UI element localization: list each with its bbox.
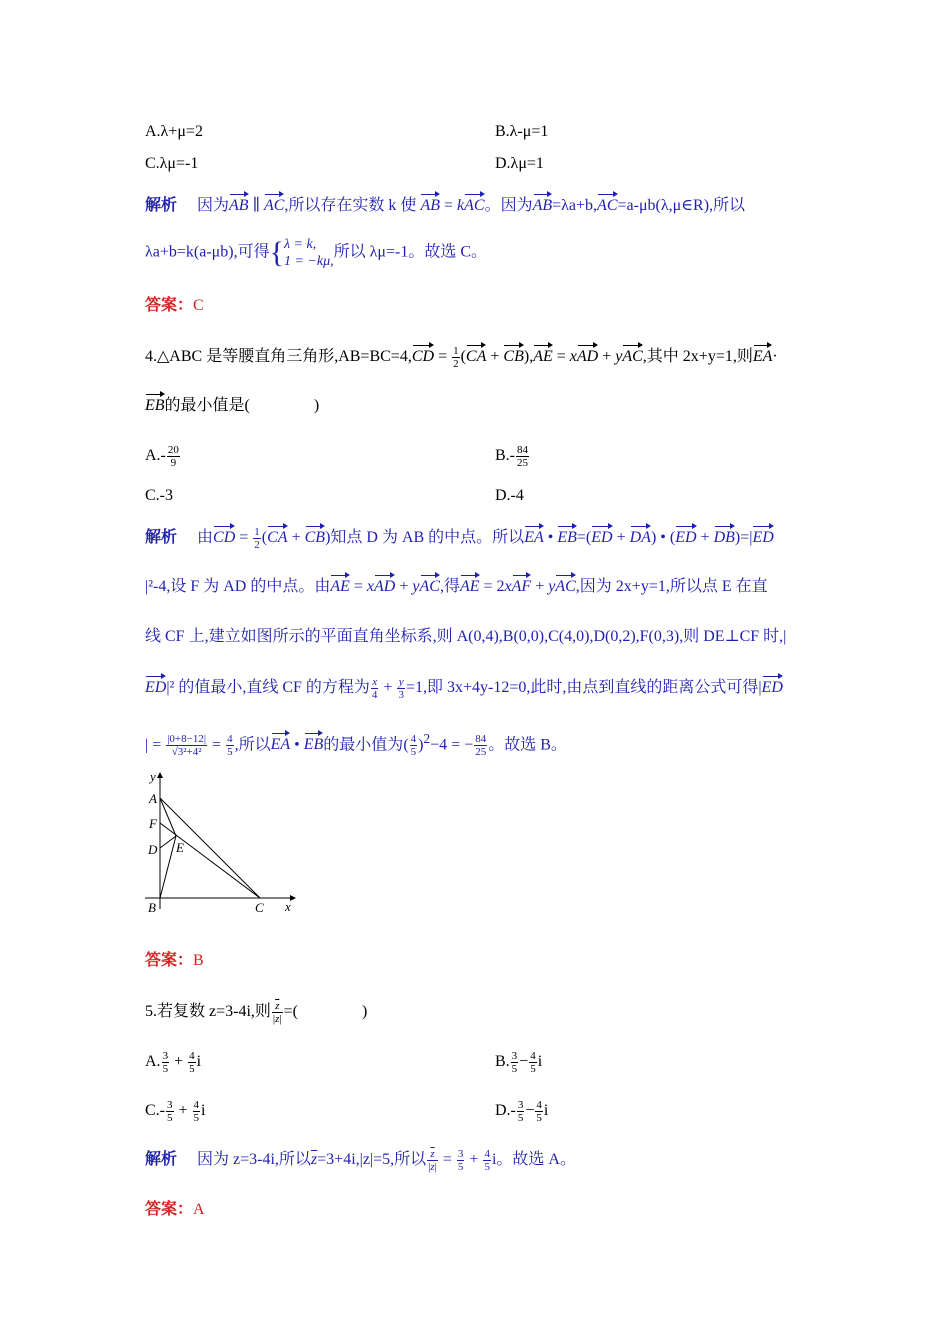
q4-text: |²-4,设 F 为 AD 的中点。由 bbox=[145, 578, 331, 595]
label-e: E bbox=[176, 840, 184, 855]
q3-solution-line-1: 解析 因为AB ∥ AC,所以存在实数 k 使 AB = kAC。因为AB=λa+b,AC=a-μb(λ,μ∈R),所以 bbox=[145, 195, 745, 217]
q3-option-c: C.λμ=-1 bbox=[145, 155, 199, 172]
q4-solution-line-3: 线 CF 上,建立如图所示的平面直角坐标系,则 A(0,4),B(0,0),C(4,0),D(0,2),F(0,3),则 DE⊥CF 时,| bbox=[145, 628, 787, 645]
q5-stem-text: 5.若复数 z=3-4i,则 bbox=[145, 1003, 271, 1021]
q5-option-a: A. $\frac{3}{5}$ + $\frac{4}{5}$ i bbox=[145, 1050, 202, 1075]
answer-label: 答案： bbox=[145, 1201, 194, 1218]
equation-system: λ = k, 1 = −kμ, bbox=[283, 237, 334, 269]
q3-text: =λa+b, bbox=[552, 197, 598, 214]
label-y: y bbox=[150, 769, 156, 784]
segment-ac bbox=[160, 798, 260, 898]
answer-label: 答案： bbox=[145, 297, 194, 314]
q4-text: =1,即 3x+4y-12=0,此时,由点到直线的距离公式可得| bbox=[405, 679, 762, 697]
coordinate-figure bbox=[140, 765, 305, 920]
segment-ae bbox=[160, 798, 176, 836]
answer-value: A bbox=[193, 1201, 205, 1218]
answer-value: B bbox=[193, 952, 204, 969]
q5-option-c: C.- $\frac{3}{5}$ + $\frac{4}{5}$ i bbox=[145, 1099, 206, 1124]
q4-text: 知点 D 为 AB 的中点。所以 bbox=[330, 529, 525, 547]
q5-option-b: B. $\frac{3}{5}$ − $\frac{4}{5}$ i bbox=[495, 1050, 543, 1075]
q4-stem-text: 其中 2x+y=1,则 bbox=[646, 348, 753, 366]
q3-option-b: B.λ-μ=1 bbox=[495, 123, 549, 140]
q4-stem-text: 的最小值是( ) bbox=[164, 397, 320, 414]
q5-answer bbox=[145, 1199, 205, 1221]
q3-solution-line-2: λa+b=k(a-μb),可得{ λ = k, 1 = −kμ, 所以 λμ=-1。故选 C。 bbox=[145, 236, 487, 269]
q4-text: 。故选 B。 bbox=[488, 736, 567, 754]
q3-text: =a-μb(λ,μ∈R),所以 bbox=[617, 197, 746, 214]
q4-option-c: C.-3 bbox=[145, 487, 173, 504]
q3-text: 所以 λμ=-1。故选 C。 bbox=[333, 243, 487, 261]
q4-stem-line-2: EB的最小值是( ) bbox=[145, 395, 319, 417]
q5-stem-text: =( ) bbox=[283, 1003, 368, 1021]
q5-text: 因为 z=3-4i,所以 bbox=[197, 1151, 311, 1169]
q4-text: 因为 2x+y=1,所以点 E 在直 bbox=[579, 578, 768, 595]
segment-be bbox=[160, 836, 176, 898]
q4-text: |² 的值最小,直线 CF 的方程为 bbox=[166, 679, 370, 697]
q4-option-d: D.-4 bbox=[495, 487, 524, 504]
solution-label: 解析 bbox=[145, 529, 178, 547]
answer-label: 答案： bbox=[145, 952, 194, 969]
q5-option-d: D.- $\frac{3}{5}$ − $\frac{4}{5}$ i bbox=[495, 1099, 549, 1124]
solution-label: 解析 bbox=[145, 1151, 178, 1169]
q4-stem-text: 4.△ABC 是等腰直角三角形,AB=BC=4, bbox=[145, 348, 412, 366]
q3-text: 因为 bbox=[197, 197, 230, 214]
solution-label: 解析 bbox=[145, 197, 178, 214]
label-c: C bbox=[255, 900, 264, 915]
q4-option-b: B.- $\frac{84}{25}$ bbox=[495, 444, 528, 469]
q4-solution-line-1: 解析 由CD = $\frac{1}{2}$ (CA + CB)知点 D 为 AB 的中点。所以EA • EB=(ED + DA) • (ED + DB)=|ED bbox=[145, 526, 774, 551]
q4-stem-line-1: 4.△ABC 是等腰直角三角形,AB=BC=4,CD = $\frac{1}{2}$ (CA + CB),AE = xAD + yAC,其中 2x+y=1,则EA· bbox=[145, 345, 778, 370]
q4-text: 得 bbox=[443, 578, 460, 595]
q3-option-d: D.λμ=1 bbox=[495, 155, 544, 172]
q3-text: 所以存在实数 k 使 bbox=[288, 197, 417, 214]
label-f: F bbox=[149, 816, 157, 831]
label-x: x bbox=[285, 899, 291, 914]
q5-stem: 5.若复数 z=3-4i,则 $\frac{\overline{z}}{|z|}$ =( ) bbox=[145, 1000, 368, 1025]
q3-answer bbox=[145, 295, 204, 317]
q4-answer bbox=[145, 950, 204, 972]
q4-solution-line-5: | = $\frac{|0+8-12|}{\text{√3²+4²}}$ = $\frac{4}{5}$ ,所以EA • EB的最小值为( $\frac{4}{5}$ )$^2$−4 = − $\frac{84}{25}$ 。故选 B。 bbox=[145, 731, 567, 759]
q4-text: 的最小值为 bbox=[323, 736, 404, 754]
q3-text: λa+b=k(a-μb),可得 bbox=[145, 243, 270, 261]
q4-option-a: A.- $\frac{20}{9}$ bbox=[145, 444, 179, 469]
q5-text: =3+4i,|z|=5,所以 bbox=[317, 1151, 427, 1169]
label-d: D bbox=[148, 842, 158, 857]
q4-text: 所以 bbox=[238, 736, 271, 754]
q3-text: 。因为 bbox=[484, 197, 533, 214]
q5-text: i。故选 A。 bbox=[491, 1151, 576, 1169]
q4-solution-line-4: ED|² 的值最小,直线 CF 的方程为 $\frac{x}{4}$ + $\frac{y}{3}$ =1,即 3x+4y-12=0,此时,由点到直线的距离公式可得|ED bbox=[145, 676, 783, 701]
answer-value: C bbox=[193, 297, 204, 314]
q4-text: | = bbox=[145, 736, 162, 754]
q5-solution: 解析 因为 z=3-4i,所以$\overline{z}=3+4i,|z|=5$,所以 $\frac{\overline{z}}{|z|}$ = $\frac{3}{5}$ + $\frac{4}{5}$ i。故选 A。 bbox=[145, 1148, 576, 1173]
q3-option-a: A.λ+μ=2 bbox=[145, 123, 203, 140]
label-b: B bbox=[148, 900, 156, 915]
q4-solution-line-2: |²-4,设 F 为 AD 的中点。由AE = xAD + yAC,得AE = 2xAF + yAC,因为 2x+y=1,所以点 E 在直 bbox=[145, 576, 768, 598]
label-a: A bbox=[149, 791, 157, 806]
